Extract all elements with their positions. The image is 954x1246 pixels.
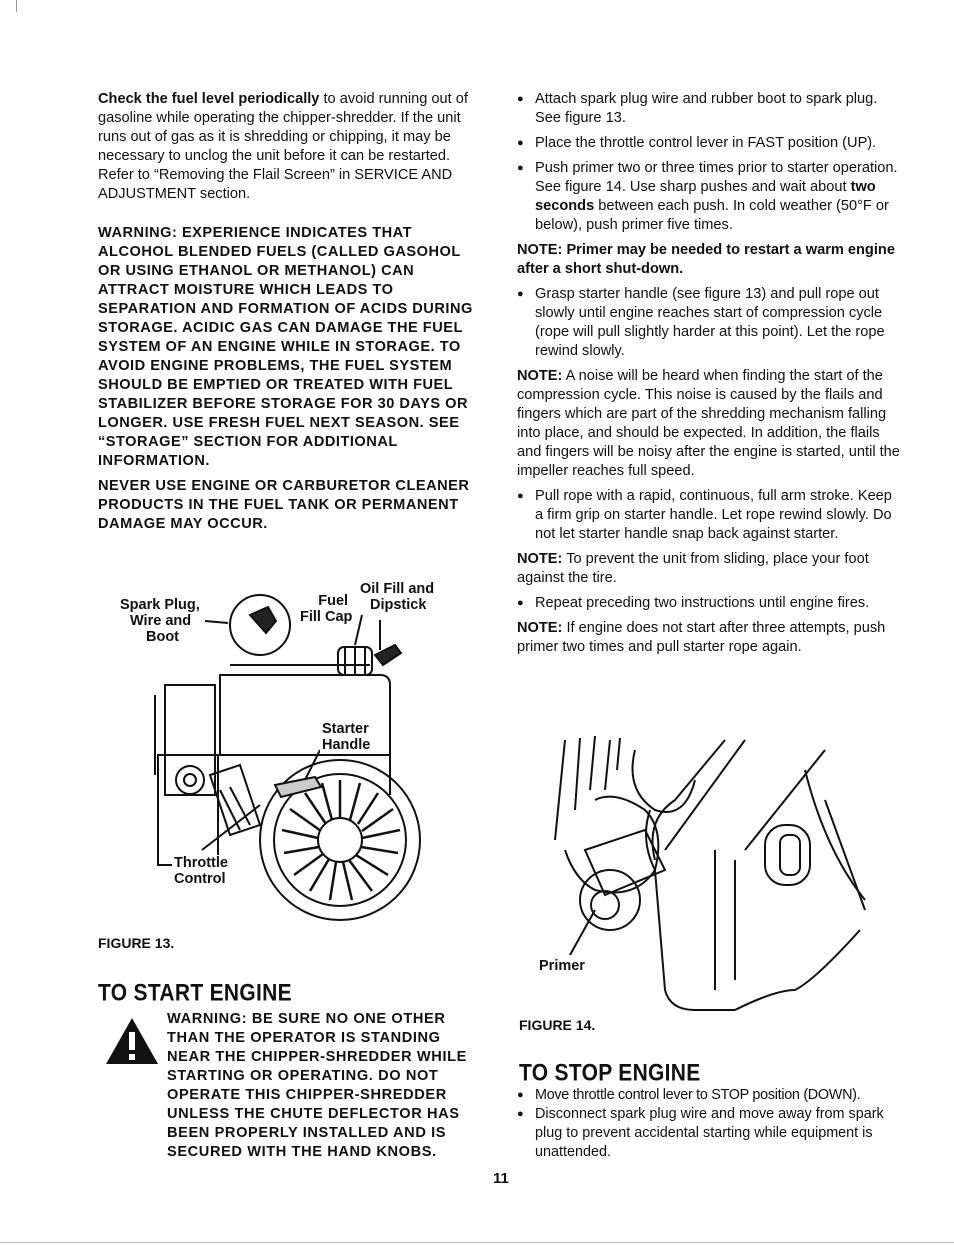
figure-14-caption: FIGURE 14. (519, 1017, 596, 1033)
list-item: ● Repeat preceding two instructions until engine fires. (517, 594, 900, 613)
warning-icon (104, 1016, 160, 1066)
bottom-rule (0, 1242, 954, 1243)
page-edge-mark (16, 0, 17, 12)
note-sliding: NOTE: To prevent the unit from sliding, place your foot against the tire. (517, 551, 869, 586)
cleaner-warning: NEVER USE ENGINE OR CARBURETOR CLEANER PRODUCTS IN THE FUEL TANK OR PERMANENT DAMAGE MAY OCCUR. (98, 478, 470, 532)
primer-illustration (535, 730, 870, 1020)
oil-fill-dipstick-label: Oil Fill and Dipstick (360, 581, 435, 613)
primer-label: Primer (539, 958, 585, 974)
left-column (98, 90, 480, 534)
start-engine-heading: TO START ENGINE (98, 980, 292, 1007)
right-column (517, 90, 900, 657)
list-item: ● Place the throttle control lever in FAST position (UP). (517, 134, 900, 153)
note-noise: NOTE: A noise will be heard when finding the start of the compression cycle. This noise is caused by the flails and fingers which are part of the shredding mechanism falling into place, and should be expected. In addition, the flails and fingers will be noisy after the engine is started, until the impeller reaches full speed. (517, 368, 900, 479)
fuel-check-paragraph: Check the fuel level periodically to avoid running out of gasoline while operating the chipper-shredder. If the unit runs out of gas as it is shredding or chipping, it may be necessary to unclog the unit before it can be restarted. Refer to “Removing the Flail Screen” in SERVICE AND ADJUSTMENT section. (98, 91, 468, 202)
figure-13 (110, 575, 490, 945)
list-item: ● Pull rope with a rapid, continuous, full arm stroke. Keep a firm grip on starter handle. Let rope rewind slowly. Do not let starter handle snap back against starter. (517, 487, 900, 544)
start-steps-list (517, 90, 900, 235)
list-item: ● Push primer two or three times prior to starter operation. See figure 14. Use sharp pushes and wait about two seconds between each push. In cold weather (50°F or below), push primer five times. (517, 159, 900, 235)
stop-engine-heading: TO STOP ENGINE (519, 1060, 701, 1087)
figure-14 (535, 730, 870, 1020)
throttle-control-label: Throttle Control (174, 855, 228, 887)
alcohol-fuel-warning: WARNING: EXPERIENCE INDICATES THAT ALCOHOL BLENDED FUELS (CALLED GASOHOL OR USING ETHANOL OR METHANOL) CAN ATTRACT MOISTURE WHICH LEADS TO SEPARATION AND FORMATION OF ACIDS DURING STORAGE. ACIDIC GAS CAN DAMAGE THE FUEL SYSTEM OF AN ENGINE WHILE IN STORAGE. TO AVOID ENGINE PROBLEMS, THE FUEL SYSTEM SHOULD BE EMPTIED OR TREATED WITH FUEL STABILIZER BEFORE STORAGE FOR 30 DAYS OR LONGER. USE FRESH FUEL NEXT SEASON. SEE “STORAGE” SECTION FOR ADDITIONAL INFORMATION. (98, 225, 473, 469)
fuel-fill-cap-label: Fuel Fill Cap (300, 593, 353, 625)
list-item: ● Move throttle control lever to STOP position (DOWN). (517, 1086, 902, 1105)
starter-handle-label: Starter Handle (322, 721, 371, 753)
stop-steps-list (517, 1086, 902, 1162)
list-item: ● Disconnect spark plug wire and move away from spark plug to prevent accidental starting while equipment is unattended. (517, 1105, 902, 1162)
note-primer: NOTE: Primer may be needed to restart a warm engine after a short shut-down. (517, 242, 895, 277)
list-item: ● Attach spark plug wire and rubber boot to spark plug. See figure 13. (517, 90, 900, 128)
page-number: 11 (493, 1170, 509, 1187)
list-item: ● Grasp starter handle (see figure 13) and pull rope out slowly until engine reaches start of compression cycle (rope will pull slightly harder at this point). Let the rope rewind slowly. (517, 285, 900, 361)
start-engine-warning (167, 1010, 483, 1162)
figure-13-caption: FIGURE 13. (98, 935, 175, 951)
note-no-start: NOTE: If engine does not start after three attempts, push primer two times and pull starter rope again. (517, 620, 886, 655)
spark-plug-label: Spark Plug, Wire and Boot (120, 597, 200, 645)
start-warning-text: WARNING: BE SURE NO ONE OTHER THAN THE OPERATOR IS STANDING NEAR THE CHIPPER-SHREDDER WHILE STARTING OR OPERATING. DO NOT OPERATE THIS CHIPPER-SHREDDER UNLESS THE CHUTE DEFLECTOR HAS BEEN PROPERLY INSTALLED AND IS SECURED WITH THE HAND KNOBS. (167, 1011, 467, 1160)
